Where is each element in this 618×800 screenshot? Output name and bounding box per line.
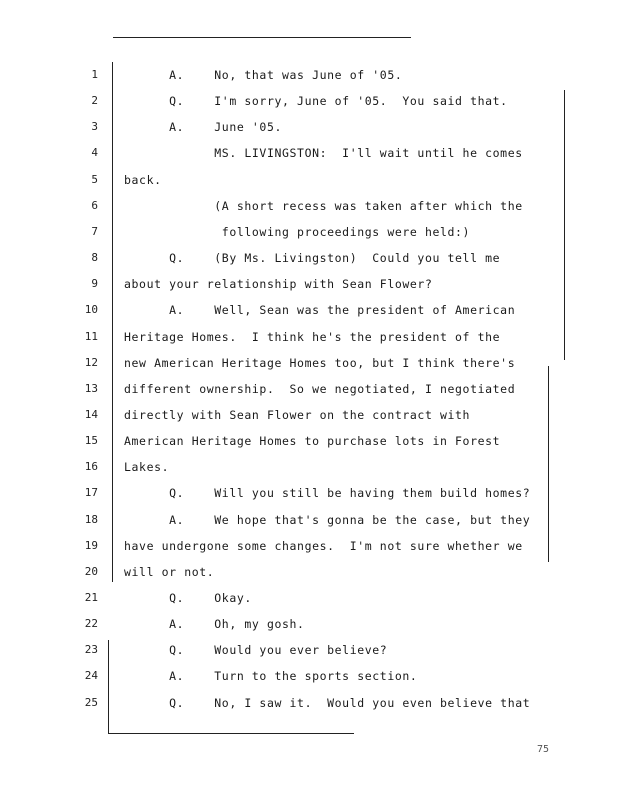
transcript-line: back. xyxy=(124,172,162,187)
transcript-line: A. No, that was June of '05. xyxy=(124,68,403,82)
line-number: 24 xyxy=(84,669,98,683)
transcript-line: following proceedings were held:) xyxy=(124,224,471,239)
transcript-line: new American Heritage Homes too, but I think there's xyxy=(124,355,516,370)
line-number: 19 xyxy=(84,538,98,552)
transcript-line: A. Oh, my gosh. xyxy=(124,617,305,632)
left-margin-line-upper xyxy=(112,62,113,582)
transcript-line: Q. No, I saw it. Would you even believe that xyxy=(124,695,531,710)
transcript-line: Lakes. xyxy=(124,460,170,475)
line-number: 6 xyxy=(91,198,98,212)
line-number: 25 xyxy=(84,695,98,709)
bottom-rule xyxy=(108,733,354,734)
line-number: 16 xyxy=(84,460,98,474)
transcript-line: MS. LIVINGSTON: I'll wait until he comes xyxy=(124,146,523,161)
transcript-line: A. June '05. xyxy=(124,120,282,135)
left-margin-line-lower xyxy=(108,640,109,733)
line-number: 22 xyxy=(84,617,98,631)
line-number: 12 xyxy=(84,355,98,369)
transcript-line: A. Turn to the sports section. xyxy=(124,669,418,684)
line-number: 9 xyxy=(91,277,98,291)
transcript-line: A. Well, Sean was the president of American xyxy=(124,303,516,318)
line-number: 14 xyxy=(84,407,98,421)
line-number: 5 xyxy=(91,172,98,186)
transcript-line: Q. I'm sorry, June of '05. You said that. xyxy=(124,94,508,109)
line-number: 17 xyxy=(84,486,98,500)
right-margin-line-lower xyxy=(548,366,549,562)
transcript-line: A. We hope that's gonna be the case, but they xyxy=(124,512,531,527)
transcript-line: will or not. xyxy=(124,564,215,579)
line-number: 18 xyxy=(84,512,98,526)
line-number: 1 xyxy=(91,68,98,81)
line-number: 7 xyxy=(91,224,98,238)
transcript-line: (A short recess was taken after which the xyxy=(124,198,523,213)
line-number: 3 xyxy=(91,120,98,134)
line-number: 11 xyxy=(84,329,98,343)
transcript-line: have undergone some changes. I'm not sure whether we xyxy=(124,538,523,553)
line-number: 8 xyxy=(91,251,98,265)
top-rule xyxy=(113,37,411,38)
right-margin-line-upper xyxy=(564,90,565,360)
transcript-line: Q. Okay. xyxy=(124,591,252,605)
transcript-line: Q. (By Ms. Livingston) Could you tell me xyxy=(124,251,501,266)
transcript-line: directly with Sean Flower on the contract with xyxy=(124,407,471,422)
line-number: 10 xyxy=(84,303,98,317)
line-number: 23 xyxy=(84,643,98,657)
line-number: 2 xyxy=(91,94,98,108)
line-number: 21 xyxy=(84,591,98,604)
transcript-line: Heritage Homes. I think he's the president of the xyxy=(124,329,501,344)
transcript-line: Q. Would you ever believe? xyxy=(124,643,388,658)
transcript-line: different ownership. So we negotiated, I negotiated xyxy=(124,381,516,396)
page-number: 75 xyxy=(537,744,550,755)
transcript-line: Q. Will you still be having them build homes? xyxy=(124,486,531,501)
line-number: 13 xyxy=(84,381,98,395)
line-number: 20 xyxy=(84,564,98,578)
line-number: 15 xyxy=(84,434,98,448)
transcript-line: about your relationship with Sean Flower? xyxy=(124,277,433,292)
transcript-line: American Heritage Homes to purchase lots in Forest xyxy=(124,434,501,449)
line-number: 4 xyxy=(91,146,98,160)
